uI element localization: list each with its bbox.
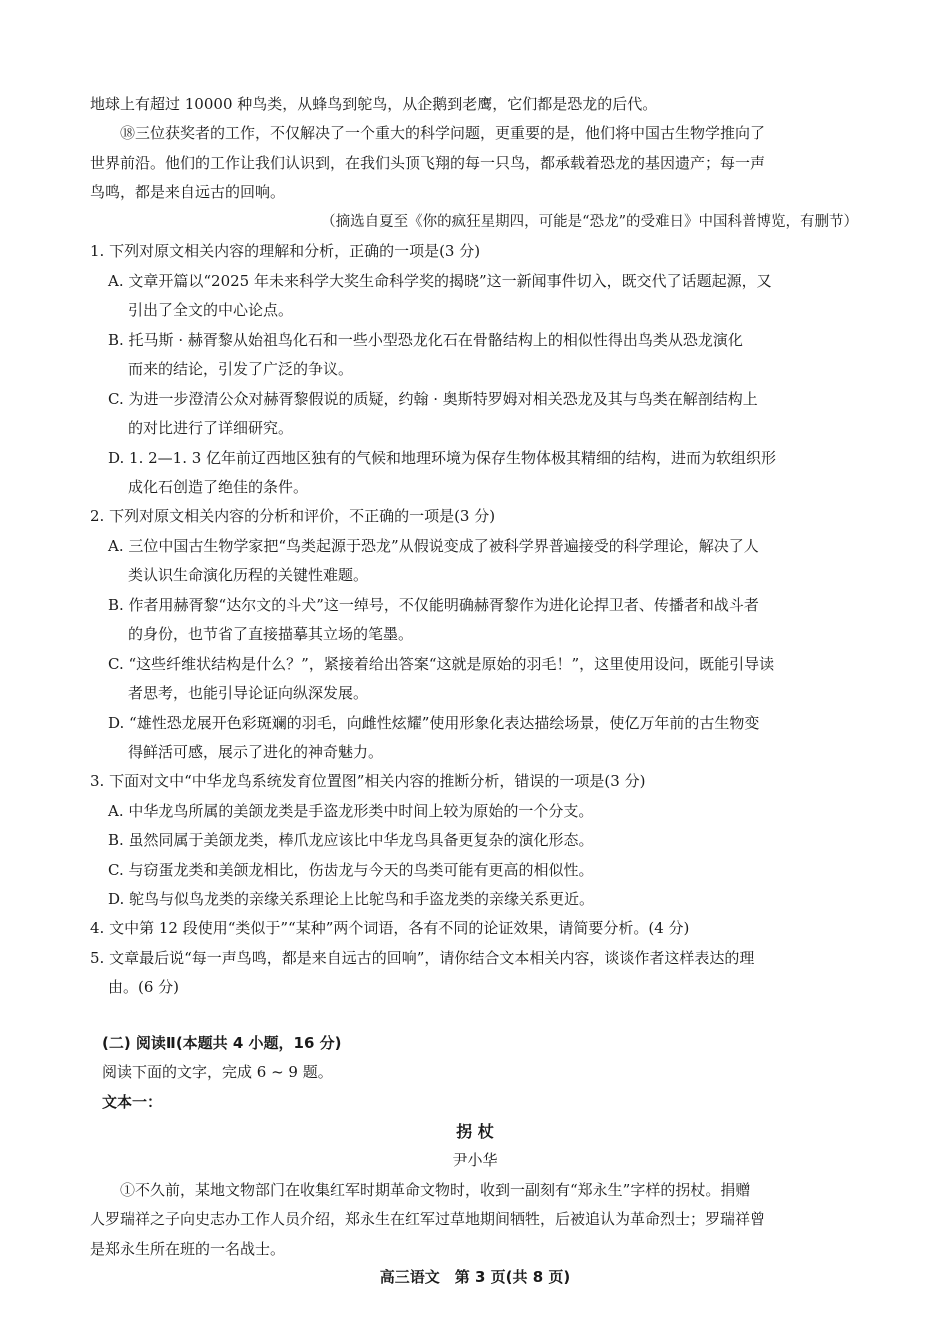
question-2-option-c-cont: 者思考，也能引导论证向纵深发展。: [128, 684, 369, 702]
question-3-option-a: A. 中华龙鸟所属的美颌龙类是手盗龙形类中时间上较为原始的一个分支。: [108, 802, 594, 820]
question-1-option-d: D. 1. 2—1. 3 亿年前辽西地区独有的气候和地理环境为保存生物体极其精细的结构，进而为软组织形: [108, 449, 777, 467]
section-heading: (二) 阅读Ⅱ(本题共 4 小题，16 分): [102, 1034, 342, 1052]
question-3-option-d: D. 鸵鸟与似鸟龙类的亲缘关系理论上比鸵鸟和手盗龙类的亲缘关系更近。: [108, 890, 595, 908]
question-1-option-d-cont: 成化石创造了绝佳的条件。: [128, 478, 309, 496]
question-2-option-a-cont: 类认识生命演化历程的关键性难题。: [128, 566, 369, 584]
question-2-option-d: D. “雄性恐龙展开色彩斑斓的羽毛，向雌性炫耀”使用形象化表达描绘场景，使亿万年前的古生物变: [108, 714, 760, 732]
story-author: 尹小华: [452, 1151, 498, 1169]
question-3-stem: 3. 下面对文中“中华龙鸟系统发育位置图”相关内容的推断分析，错误的一项是(3 分): [90, 772, 646, 790]
question-1-option-c-cont: 的对比进行了详细研究。: [128, 419, 294, 437]
question-1-option-b: B. 托马斯 · 赫胥黎从始祖鸟化石和一些小型恐龙化石在骨骼结构上的相似性得出鸟类从恐龙演化: [108, 331, 743, 349]
question-1-option-b-cont: 而来的结论，引发了广泛的争议。: [128, 360, 354, 378]
passage-paragraph-18-line: ⑱三位获奖者的工作，不仅解决了一个重大的科学问题，更重要的是，他们将中国古生物学推向了: [120, 124, 766, 142]
question-2-option-d-cont: 得鲜活可感，展示了进化的神奇魅力。: [128, 743, 384, 761]
question-4: 4. 文中第 12 段使用“类似于”“某种”两个词语，各有不同的论证效果，请简要分析。(4 分): [90, 919, 690, 937]
question-2-option-b: B. 作者用赫胥黎“达尔文的斗犬”这一绰号，不仅能明确赫胥黎作为进化论捍卫者、传播者和战斗者: [108, 596, 759, 614]
question-1-option-c: C. 为进一步澄清公众对赫胥黎假说的质疑，约翰 · 奥斯特罗姆对相关恐龙及其与鸟类在解剖结构上: [108, 390, 758, 408]
question-3-option-b: B. 虽然同属于美颌龙类，棒爪龙应该比中华龙鸟具备更复杂的演化形态。: [108, 831, 594, 849]
question-1-option-a-cont: 引出了全文的中心论点。: [128, 301, 294, 319]
question-5-cont: 由。(6 分): [108, 978, 180, 996]
text-label: 文本一：: [102, 1093, 163, 1111]
question-1-stem: 1. 下列对原文相关内容的理解和分析，正确的一项是(3 分): [90, 242, 481, 260]
story-paragraph-1-line: 是郑永生所在班的一名战士。: [90, 1240, 286, 1258]
question-2-option-b-cont: 的身份，也节省了直接描摹其立场的笔墨。: [128, 625, 414, 643]
passage-line: 地球上有超过 10000 种鸟类，从蜂鸟到鸵鸟，从企鹅到老鹰，它们都是恐龙的后代。: [90, 95, 658, 113]
question-3-option-c: C. 与窃蛋龙类和美颌龙相比，伤齿龙与今天的鸟类可能有更高的相似性。: [108, 861, 594, 879]
section-instruction: 阅读下面的文字，完成 6 ~ 9 题。: [102, 1063, 333, 1081]
question-2-option-a: A. 三位中国古生物学家把“鸟类起源于恐龙”从假说变成了被科学界普遍接受的科学理论，解决了人: [108, 537, 759, 555]
passage-paragraph-18-line: 世界前沿。他们的工作让我们认识到，在我们头顶飞翔的每一只鸟，都承载着恐龙的基因遗产；每一声: [90, 154, 766, 172]
story-title: 拐 杖: [456, 1122, 494, 1141]
source-citation: （摘选自夏至《你的疯狂星期四，可能是“恐龙”的受难日》中国科普博览，有删节）: [321, 214, 858, 230]
passage-paragraph-18-line: 鸟鸣，都是来自远古的回响。: [90, 183, 286, 201]
page-footer: 高三语文 第 3 页(共 8 页): [379, 1268, 571, 1286]
question-2-option-c: C. “这些纤维状结构是什么？”，紧接着给出答案“这就是原始的羽毛！”，这里使用设问，既能引导读: [108, 655, 775, 673]
question-1-option-a: A. 文章开篇以“2025 年未来科学大奖生命科学奖的揭晓”这一新闻事件切入，既交代了话题起源，又: [108, 272, 772, 290]
story-paragraph-1-line: 人罗瑞祥之子向史志办工作人员介绍，郑永生在红军过草地期间牺牲，后被追认为革命烈士；罗瑞祥曾: [90, 1210, 766, 1228]
question-5: 5. 文章最后说“每一声鸟鸣，都是来自远古的回响”，请你结合文本相关内容，谈谈作者这样表达的理: [90, 949, 755, 967]
question-2-stem: 2. 下列对原文相关内容的分析和评价，不正确的一项是(3 分): [90, 507, 496, 525]
story-paragraph-1-line: ①不久前，某地文物部门在收集红军时期革命文物时，收到一副刻有“郑永生”字样的拐杖。捐赠: [120, 1181, 751, 1199]
